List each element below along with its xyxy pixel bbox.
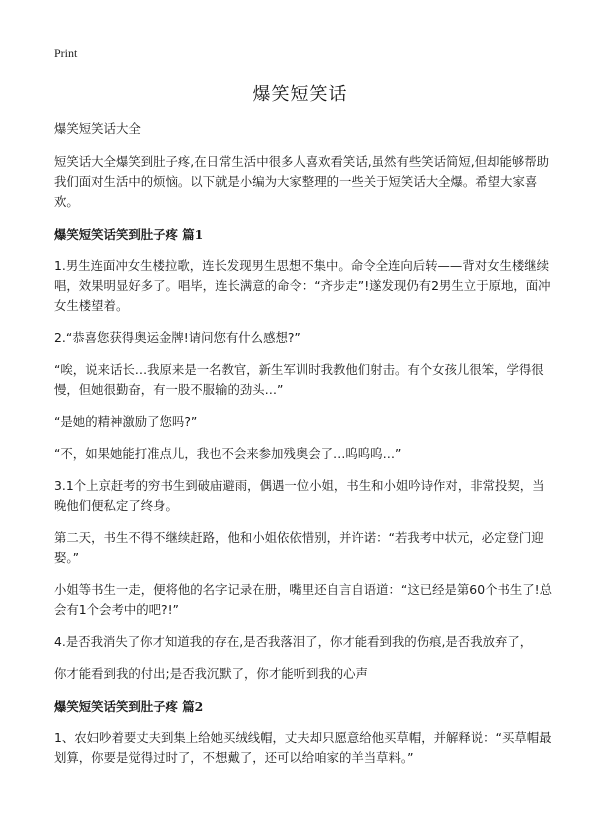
section-heading-1: 爆笑短笑话笑到肚子疼 篇1 [54, 227, 204, 242]
intro-paragraph: 短笑话大全爆笑到肚子疼,在日常生活中很多人喜欢看笑话,虽然有些笑话简短,但却能够帮助我们面对生活中的烦恼。以下就是小编为大家整理的一些关于短笑话大全爆。希望大家喜欢。 [54, 154, 550, 209]
paragraph: 3.1个上京赶考的穷书生到破庙避雨，偶遇一位小姐，书生和小姐吟诗作对，非常投契，当晚他们便私定了终身。 [54, 478, 545, 513]
paragraph: 2.“恭喜您获得奥运金牌!请问您有什么感想?” [54, 330, 301, 345]
paragraph: “不，如果她能打准点儿，我也不会来参加残奥会了…呜呜呜…” [54, 446, 402, 461]
section-heading-2: 爆笑短笑话笑到肚子疼 篇2 [54, 699, 204, 714]
paragraph: 你才能看到我的付出;是否我沉默了，你才能听到我的心声 [54, 666, 368, 681]
paragraph: 第二天，书生不得不继续赶路，他和小姐依依惜别，并许诺：“若我考中状元，必定登门迎娶。” [54, 530, 544, 565]
paragraph: “是她的精神激励了您吗?” [54, 414, 198, 429]
paragraph: “唉，说来话长…我原来是一名教官，新生军训时我教他们射击。有个女孩儿很笨，学得很慢，但她很勤奋，有一股不服输的劲头…” [54, 362, 544, 397]
paragraph: 4.是否我消失了你才知道我的存在,是否我落泪了，你才能看到我的伤痕,是否我放弃了， [54, 634, 533, 649]
paragraph: 1.男生连面冲女生楼拉歌，连长发现男生思想不集中。命令全连向后转——背对女生楼继续唱，效果明显好多了。唱毕，连长满意的命令：“齐步走”!遂发现仍有2男生立于原地，面冲女生楼望着。 [54, 258, 551, 313]
print-label[interactable]: Print [54, 46, 78, 60]
paragraph: 1、农妇吵着要丈夫到集上给她买绒线帽，丈夫却只愿意给他买草帽，并解释说：“买草帽最划算，你要是觉得过时了，不想戴了，还可以给咱家的羊当草料。” [54, 730, 552, 765]
page-title: 爆笑短笑话 [252, 84, 348, 105]
document-body [54, 119, 554, 780]
document-subtitle: 爆笑短笑话大全 [54, 121, 141, 136]
paragraph: 小姐等书生一走，便将他的名字记录在册，嘴里还自言自语道：“这已经是第60个书生了!总会有1个会考中的吧?!” [54, 582, 552, 617]
